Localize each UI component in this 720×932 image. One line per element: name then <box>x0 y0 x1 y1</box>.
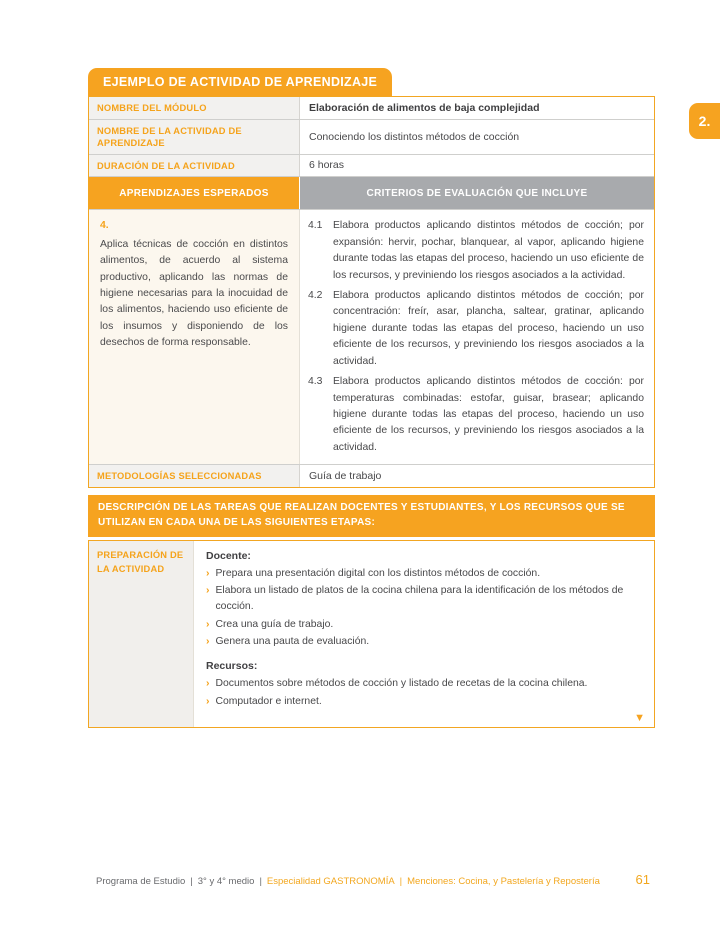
preparation-content <box>194 541 654 727</box>
row-label: NOMBRE DE LA ACTIVIDAD DE APRENDIZAJE <box>89 120 300 154</box>
learning-content-row <box>89 210 654 465</box>
list-item <box>206 634 642 650</box>
row-label: NOMBRE DEL MÓDULO <box>89 97 300 119</box>
list-item-text: Crea una guía de trabajo. <box>215 618 334 630</box>
criterion-number: 4.2 <box>308 289 323 301</box>
activity-example-title: EJEMPLO DE ACTIVIDAD DE APRENDIZAJE <box>103 75 378 89</box>
table-row <box>89 97 654 120</box>
page-number: 61 <box>635 872 650 887</box>
list-item <box>206 583 642 614</box>
activity-info-table <box>88 96 655 488</box>
table-row <box>89 465 654 487</box>
chevron-bullet-icon: › <box>206 585 210 597</box>
chevron-bullet-icon: › <box>206 618 210 630</box>
section-number-label: 2. <box>698 113 711 129</box>
expected-learnings-header: APRENDIZAJES ESPERADOS <box>89 177 300 209</box>
page-footer <box>88 872 655 887</box>
row-label: DURACIÓN DE LA ACTIVIDAD <box>89 155 300 177</box>
section-number-tab <box>689 103 720 139</box>
footer-separator: | <box>399 876 403 887</box>
table-row <box>89 155 654 178</box>
chevron-bullet-icon: › <box>206 695 210 707</box>
chevron-bullet-icon: › <box>206 567 210 579</box>
continuation-arrow-icon: ▼ <box>634 712 645 725</box>
row-value: Elaboración de alimentos de baja complejidad <box>300 97 654 119</box>
resources-heading: Recursos: <box>206 659 258 672</box>
row-label: METODOLOGÍAS SELECCIONADAS <box>89 465 300 487</box>
criterion-number: 4.3 <box>308 376 323 388</box>
chevron-bullet-icon: › <box>206 636 210 648</box>
footer-specialty: Especialidad GASTRONOMÍA <box>266 876 395 887</box>
list-item <box>206 676 642 692</box>
criterion-item <box>308 218 644 284</box>
footer-mentions: Menciones: Cocina, y Pastelería y Repostería <box>407 876 600 887</box>
row-value: Guía de trabajo <box>300 465 654 487</box>
preparation-section <box>88 540 655 728</box>
chevron-bullet-icon: › <box>206 677 210 689</box>
tasks-description-banner: DESCRIPCIÓN DE LAS TAREAS QUE REALIZAN DOCENTES Y ESTUDIANTES, Y LOS RECURSOS QUE SE UTILIZAN EN CADA UNA DE LAS SIGUIENTES ETAPAS: <box>88 495 655 537</box>
footer-separator: | <box>190 876 193 887</box>
objective-number: 4. <box>100 220 109 232</box>
criterion-item <box>308 374 644 456</box>
document-body <box>88 68 655 728</box>
table-row <box>89 120 654 155</box>
criteria-list <box>300 210 654 464</box>
criterion-text: Elabora productos aplicando distintos métodos de cocción; por expansión: hervir, pochar, blanquear, al vapor, aplicando higiene durante todas las etapas del proceso, haciendo un uso eficiente de los recursos, y previniendo los riesgos asociados a la actividad. <box>333 220 644 281</box>
list-item-text: Elabora un listado de platos de la cocina chilena para la identificación de los métodos de cocción. <box>215 585 624 613</box>
preparation-label: PREPARACIÓN DE LA ACTIVIDAD <box>89 541 194 727</box>
table-header-row <box>89 177 654 210</box>
teacher-heading: Docente: <box>206 549 251 562</box>
list-item-text: Prepara una presentación digital con los distintos métodos de cocción. <box>215 567 541 579</box>
criterion-text: Elabora productos aplicando distintos métodos de cocción: por temperaturas combinadas: estofar, guisar, brasear; aplicando higiene durante todas las etapas del proceso, haciendo un uso eficiente de los recursos, y previniendo los riesgos asociados a la actividad. <box>333 376 644 453</box>
criterion-item <box>308 288 644 370</box>
footer-program: Programa de Estudio <box>96 876 186 887</box>
footer-grade: 3° y 4° medio <box>197 876 255 887</box>
list-item <box>206 566 642 582</box>
row-value: Conociendo los distintos métodos de cocción <box>300 120 654 154</box>
list-item-text: Computador e internet. <box>215 695 322 707</box>
criterion-number: 4.1 <box>308 220 323 232</box>
criterion-text: Elabora productos aplicando distintos métodos de cocción; por concentración: freír, asar, plancha, saltear, gratinar, aplicando higiene durante todas las etapas del proceso, haciendo un uso eficiente de los recursos, y previniendo los riesgos asociados a la actividad. <box>333 289 644 367</box>
evaluation-criteria-header: CRITERIOS DE EVALUACIÓN QUE INCLUYE <box>300 177 654 209</box>
footer-separator: | <box>259 876 262 887</box>
list-item <box>206 694 642 710</box>
row-value: 6 horas <box>300 155 654 177</box>
list-item <box>206 617 642 633</box>
objective-text: Aplica técnicas de cocción en distintos alimentos, de acuerdo al sistema productivo, aplicando las normas de higiene necesarias para la inocuidad de los alimentos, haciendo uso eficiente de los insumos y disponiendo de los desechos de forma responsable. <box>100 238 288 349</box>
list-item-text: Genera una pauta de evaluación. <box>215 636 370 648</box>
activity-example-banner <box>88 68 392 96</box>
list-item-text: Documentos sobre métodos de cocción y listado de recetas de la cocina chilena. <box>215 677 588 689</box>
expected-learning-cell <box>89 210 300 464</box>
